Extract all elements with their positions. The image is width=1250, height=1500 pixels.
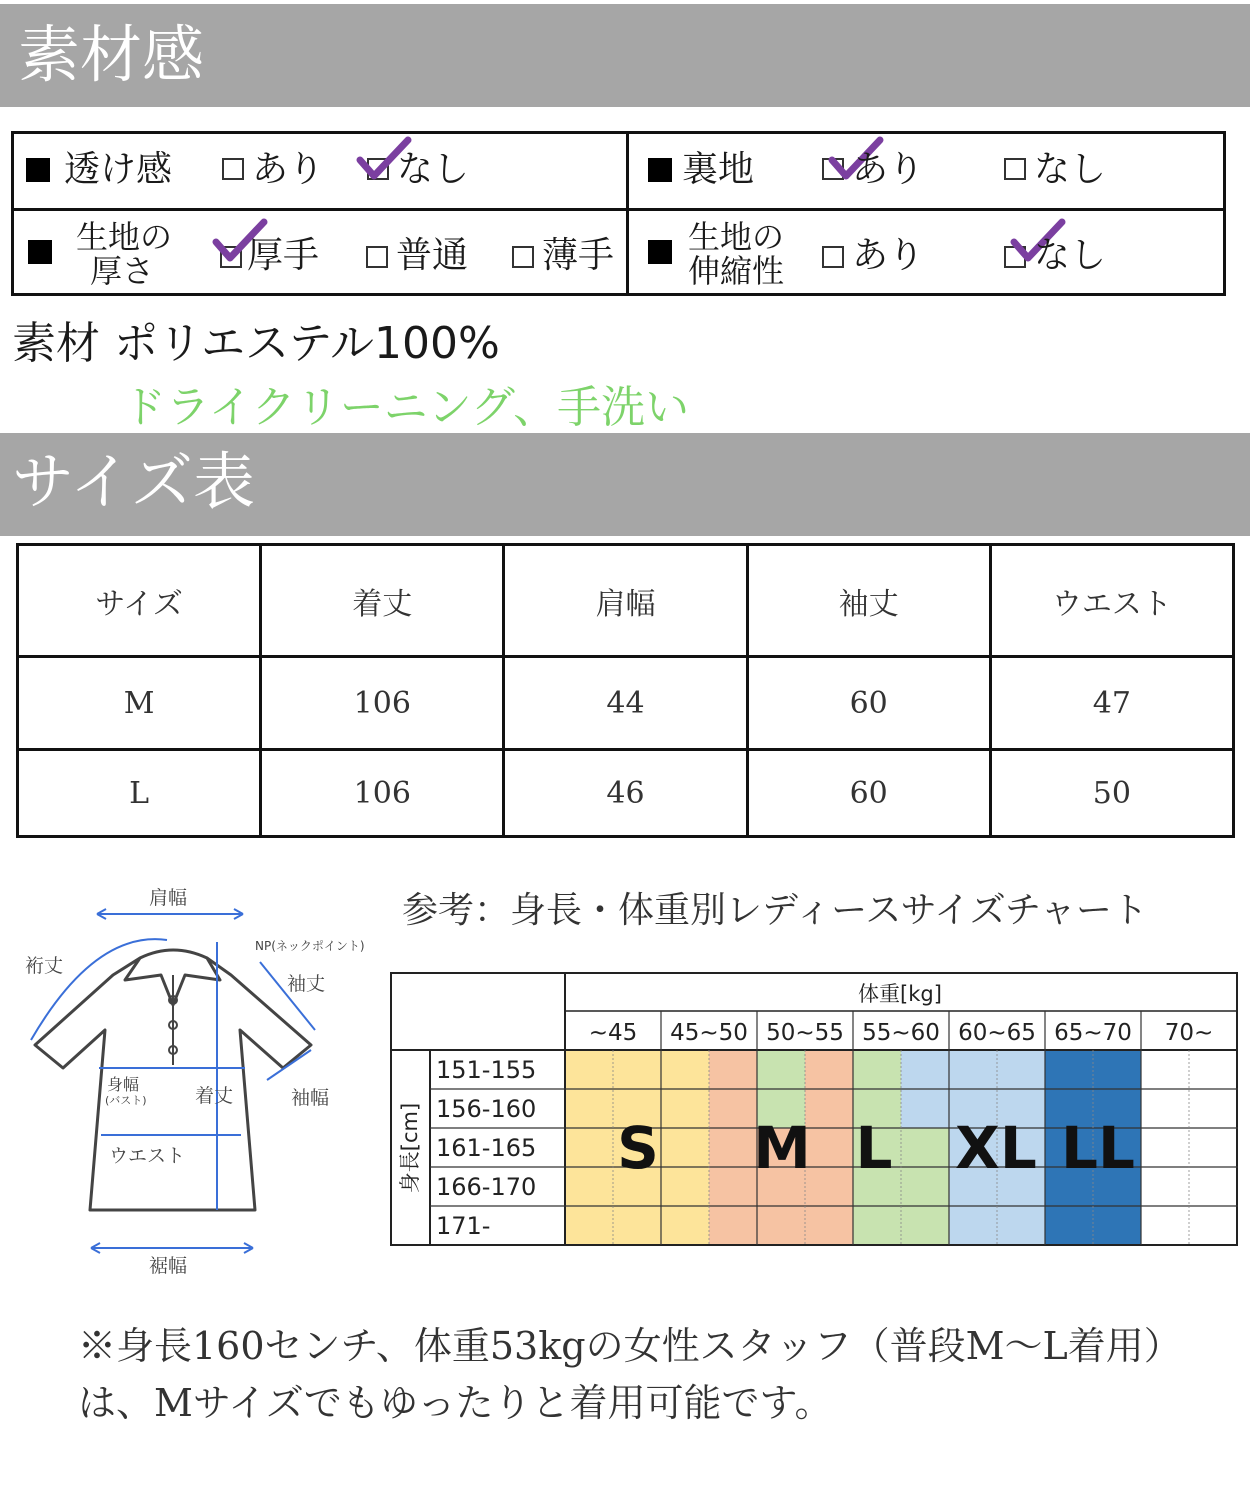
label-shoulder-width: 肩幅 bbox=[149, 887, 188, 909]
chart-cell bbox=[805, 1167, 853, 1206]
table-cell: M bbox=[18, 657, 261, 750]
checkbox-thin bbox=[512, 246, 534, 268]
option-label: あり bbox=[852, 149, 925, 190]
table-cell: 46 bbox=[504, 750, 747, 837]
chart-cell bbox=[901, 1128, 949, 1167]
chart-cell bbox=[709, 1167, 757, 1206]
table-cell: 106 bbox=[261, 657, 504, 750]
chart-cell bbox=[997, 1050, 1045, 1089]
chart-cell bbox=[1141, 1167, 1189, 1206]
size-table-header bbox=[0, 433, 1250, 536]
table-header-cell: ウエスト bbox=[990, 545, 1233, 657]
divider bbox=[626, 134, 629, 293]
height-range-label: 171- bbox=[436, 1212, 491, 1240]
chart-cell bbox=[565, 1128, 613, 1167]
care-instructions: ドライクリーニング、手洗い bbox=[122, 382, 690, 433]
chart-cell bbox=[613, 1050, 661, 1089]
chart-cell bbox=[565, 1206, 613, 1245]
table-row bbox=[18, 657, 1234, 750]
label-hem-width: 裾幅 bbox=[149, 1255, 188, 1277]
chart-cell bbox=[661, 1128, 709, 1167]
label-bust: 身幅 bbox=[107, 1075, 140, 1094]
bullet-square-icon bbox=[648, 158, 672, 182]
material-feel-table bbox=[11, 131, 1226, 296]
option-label: なし bbox=[397, 149, 470, 190]
reference-chart-title: 参考：身長・体重別レディースサイズチャート bbox=[402, 890, 1148, 931]
size-label: LL bbox=[1061, 1114, 1135, 1182]
weight-range-label: 55~60 bbox=[862, 1020, 940, 1046]
chart-cell bbox=[661, 1167, 709, 1206]
staff-note: ※身長160センチ、体重53kgの女性スタッフ（普段M～L着用）は、Mサイズでもゆったりと着用可能です。 bbox=[78, 1324, 1182, 1425]
size-label: S bbox=[617, 1114, 659, 1182]
thickness-label-line2: 厚さ bbox=[90, 252, 155, 290]
chart-cell bbox=[853, 1050, 901, 1089]
thickness-label bbox=[76, 220, 172, 288]
chart-cell bbox=[1093, 1050, 1141, 1089]
table-header-row bbox=[18, 545, 1234, 657]
label-sleeve-length: 袖丈 bbox=[287, 973, 326, 995]
table-row bbox=[18, 750, 1234, 837]
chart-cell bbox=[901, 1089, 949, 1128]
chart-cell bbox=[709, 1128, 757, 1167]
table-header-cell: 着丈 bbox=[261, 545, 504, 657]
chart-cell bbox=[565, 1050, 613, 1089]
chart-cell bbox=[901, 1050, 949, 1089]
chart-cell bbox=[1141, 1128, 1189, 1167]
size-label: M bbox=[753, 1114, 811, 1182]
sheer-label: 透け感 bbox=[64, 149, 173, 190]
weight-range-label: 60~65 bbox=[958, 1020, 1036, 1046]
chart-cell bbox=[661, 1089, 709, 1128]
chart-cell bbox=[805, 1128, 853, 1167]
size-table-title: サイズ表 bbox=[12, 445, 256, 518]
size-label: L bbox=[855, 1114, 893, 1182]
measurement-arrows bbox=[31, 909, 315, 1253]
weight-axis-label: 体重[kg] bbox=[858, 982, 942, 1006]
label-sleeve-width: 袖幅 bbox=[291, 1087, 330, 1109]
height-range-label: 156-160 bbox=[436, 1095, 537, 1123]
height-range-label: 166-170 bbox=[436, 1173, 537, 1201]
label-bust-sub: (バスト) bbox=[105, 1094, 147, 1107]
chart-cell bbox=[1189, 1167, 1237, 1206]
chart-cell bbox=[1093, 1206, 1141, 1245]
weight-range-label: 65~70 bbox=[1054, 1020, 1132, 1046]
option-label: なし bbox=[1034, 149, 1107, 190]
chart-cell bbox=[949, 1206, 997, 1245]
chart-cell bbox=[1141, 1089, 1189, 1128]
chart-cell bbox=[901, 1206, 949, 1245]
chart-cell bbox=[613, 1206, 661, 1245]
height-range-label: 161-165 bbox=[436, 1134, 537, 1162]
chart-cell bbox=[565, 1167, 613, 1206]
chart-cell bbox=[565, 1089, 613, 1128]
bullet-square-icon bbox=[26, 158, 50, 182]
bullet-square-icon bbox=[648, 240, 672, 264]
label-neck-point: NP(ネックポイント) bbox=[255, 939, 365, 953]
size-table bbox=[16, 543, 1235, 838]
chart-cell bbox=[805, 1206, 853, 1245]
weight-range-label: 45~50 bbox=[670, 1020, 748, 1046]
option-label: あり bbox=[852, 235, 925, 276]
chart-cell bbox=[709, 1206, 757, 1245]
chart-cell bbox=[997, 1206, 1045, 1245]
chart-cell bbox=[1189, 1128, 1237, 1167]
chart-cell bbox=[709, 1089, 757, 1128]
table-header-cell: サイズ bbox=[18, 545, 261, 657]
divider bbox=[14, 208, 1223, 211]
chart-cell bbox=[661, 1206, 709, 1245]
option-label: 普通 bbox=[396, 235, 469, 276]
material-text: 素材 ポリエステル100% bbox=[12, 318, 500, 369]
stretch-label-line2: 伸縮性 bbox=[688, 252, 785, 290]
chart-cell bbox=[949, 1050, 997, 1089]
table-cell: 50 bbox=[990, 750, 1233, 837]
chart-cell bbox=[805, 1089, 853, 1128]
option-label: 厚手 bbox=[247, 235, 320, 276]
chart-cell bbox=[901, 1167, 949, 1206]
chart-cell bbox=[757, 1050, 805, 1089]
table-header-cell: 袖丈 bbox=[747, 545, 990, 657]
option-label: 薄手 bbox=[542, 235, 615, 276]
chart-cell bbox=[1141, 1050, 1189, 1089]
chart-cell bbox=[757, 1206, 805, 1245]
table-cell: 44 bbox=[504, 657, 747, 750]
label-waist: ウエスト bbox=[109, 1145, 186, 1167]
size-chart bbox=[390, 972, 1238, 1246]
option-label: あり bbox=[252, 149, 325, 190]
weight-range-label: ~45 bbox=[588, 1020, 638, 1046]
height-axis-label: 身長[cm] bbox=[398, 1102, 422, 1194]
chart-cell bbox=[1045, 1206, 1093, 1245]
bullet-square-icon bbox=[28, 240, 52, 264]
table-cell: L bbox=[18, 750, 261, 837]
label-length: 着丈 bbox=[195, 1085, 234, 1107]
stretch-label-line1: 生地の bbox=[688, 218, 785, 256]
checkbox-sheer-yes bbox=[222, 158, 244, 180]
table-cell: 60 bbox=[747, 657, 990, 750]
option-label: なし bbox=[1034, 235, 1107, 276]
weight-range-label: 70~ bbox=[1164, 1020, 1214, 1046]
chart-cell bbox=[1045, 1050, 1093, 1089]
checkbox-normal bbox=[366, 246, 388, 268]
checkbox-stretch-yes bbox=[822, 246, 844, 268]
chart-cell bbox=[853, 1206, 901, 1245]
chart-cell bbox=[661, 1050, 709, 1089]
chart-cell bbox=[1189, 1050, 1237, 1089]
chart-cell bbox=[805, 1050, 853, 1089]
thickness-label-line1: 生地の bbox=[76, 218, 173, 256]
chart-cell bbox=[1141, 1206, 1189, 1245]
table-header-cell: 肩幅 bbox=[504, 545, 747, 657]
chart-cell bbox=[1189, 1206, 1237, 1245]
chart-cell bbox=[1189, 1089, 1237, 1128]
chart-cell bbox=[709, 1050, 757, 1089]
table-cell: 106 bbox=[261, 750, 504, 837]
label-yuki: 裄丈 bbox=[25, 955, 64, 977]
table-cell: 47 bbox=[990, 657, 1233, 750]
size-label: XL bbox=[955, 1114, 1037, 1182]
material-feel-header bbox=[0, 4, 1250, 107]
stretch-label bbox=[688, 220, 784, 288]
table-cell: 60 bbox=[747, 750, 990, 837]
weight-range-label: 50~55 bbox=[766, 1020, 844, 1046]
measurement-diagram bbox=[15, 880, 375, 1280]
checkbox-lining-no bbox=[1004, 158, 1026, 180]
lining-label: 裏地 bbox=[682, 149, 755, 190]
height-range-label: 151-155 bbox=[436, 1056, 537, 1084]
material-feel-title: 素材感 bbox=[18, 18, 205, 91]
